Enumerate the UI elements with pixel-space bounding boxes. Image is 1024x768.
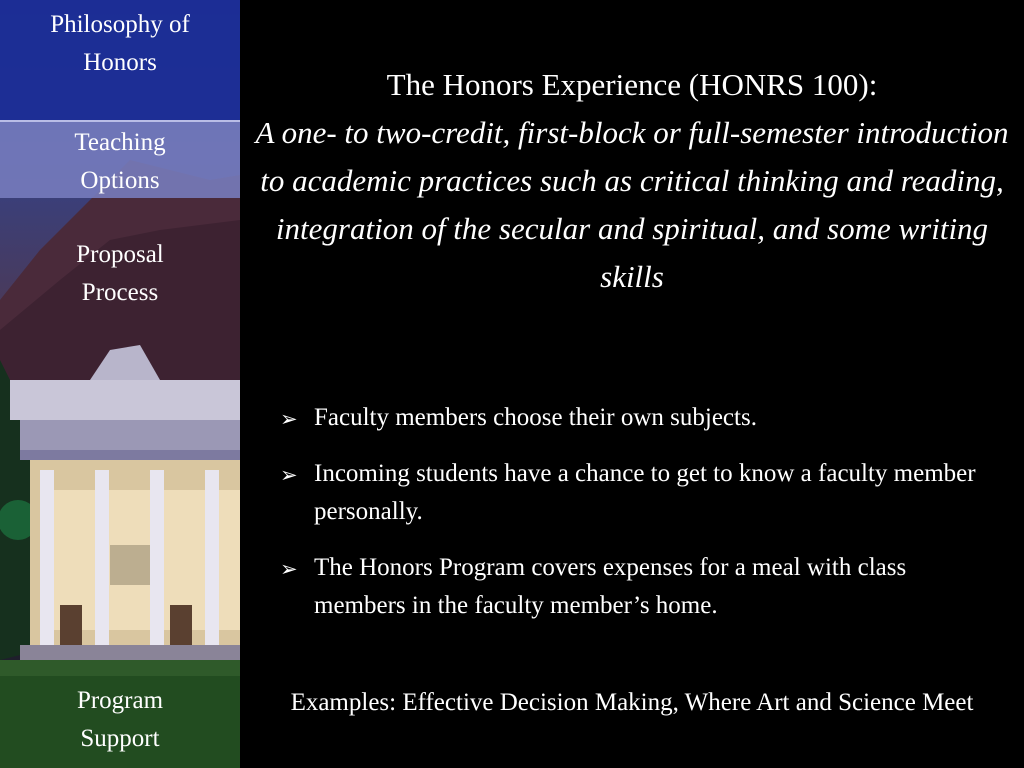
sidebar-item-program-support[interactable]: Program Support: [0, 676, 240, 768]
arrow-bullet-icon: ➢: [280, 407, 298, 431]
list-item: [280, 549, 1000, 625]
arrow-bullet-icon: ➢: [280, 557, 298, 581]
arrow-bullet-icon: ➢: [280, 463, 298, 487]
examples-text: Examples: Effective Decision Making, Where Art and Science Meet: [290, 689, 974, 716]
slide-subtitle: A one- to two-credit, first-block or full-semester introduction to academic practices such as critical thinking and reading, integration of the secular and spiritual, and some writing skills: [255, 115, 1009, 294]
list-item: [280, 455, 1000, 531]
sidebar-item-teaching-options[interactable]: Teaching Options: [0, 120, 240, 198]
bullet-text: Incoming students have a chance to get to know a faculty member personally.: [314, 460, 976, 525]
sidebar-item-philosophy-of-honors[interactable]: Philosophy of Honors: [0, 0, 240, 120]
bullet-text: The Honors Program covers expenses for a meal with class members in the faculty member’s home.: [314, 554, 907, 619]
sidebar-item-proposal-process[interactable]: Proposal Process: [76, 241, 164, 306]
bullet-list: [280, 399, 1000, 643]
slide-title: The Honors Experience (HONRS 100):: [386, 67, 878, 102]
sidebar: [0, 0, 240, 768]
slide-title-block: [236, 61, 1024, 301]
slide-content: [240, 0, 1024, 768]
bullet-text: Faculty members choose their own subjects.: [314, 404, 757, 431]
list-item: [280, 399, 1000, 437]
